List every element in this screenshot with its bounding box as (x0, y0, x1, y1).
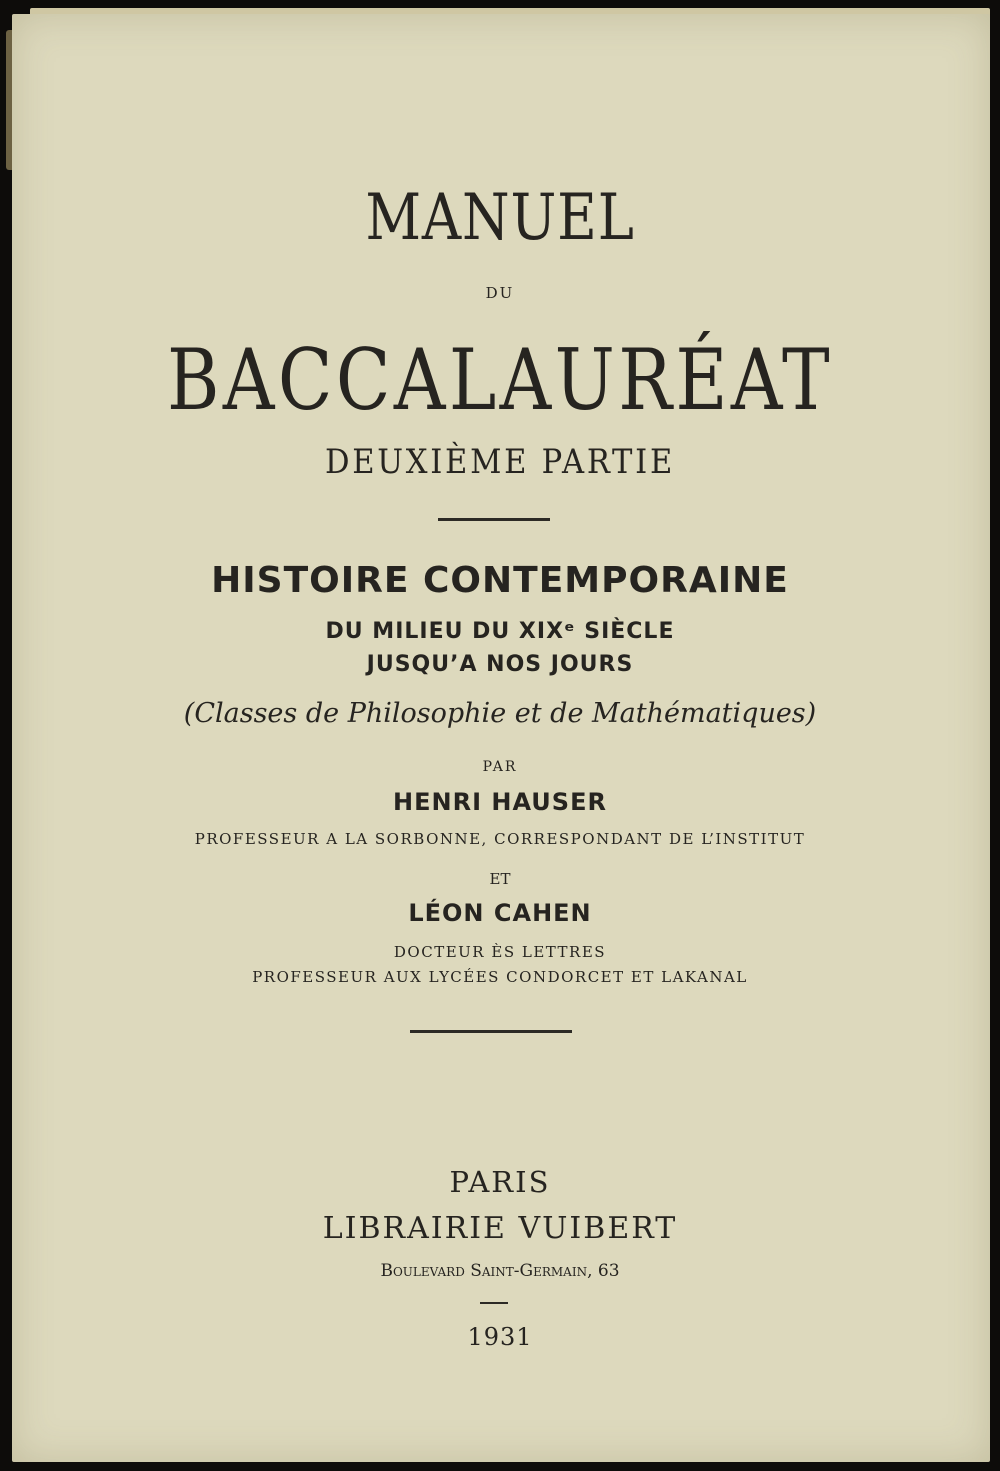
author2-title1: DOCTEUR ÈS LETTRES (393, 943, 607, 961)
subtitle-part: DEUXIÈME PARTIE (325, 442, 675, 482)
author2-name: LÉON CAHEN (408, 899, 592, 927)
title-baccalaureat: BACCALAURÉAT (167, 331, 833, 429)
divider-rule-3 (480, 1302, 508, 1304)
title-du: DU (485, 284, 515, 302)
subheading-line1: DU MILIEU DU XIXᵉ SIÈCLE (325, 619, 675, 644)
classes-note: (Classes de Philosophie et de Mathématiques) (183, 698, 817, 729)
divider-rule (438, 518, 550, 521)
publisher-city: PARIS (449, 1165, 551, 1199)
publication-year: 1931 (467, 1323, 533, 1351)
par-label: PAR (482, 759, 518, 775)
title-manuel: MANUEL (365, 181, 635, 255)
et-label: ET (489, 870, 511, 888)
divider-rule-2 (410, 1030, 572, 1033)
author1-title: PROFESSEUR A LA SORBONNE, CORRESPONDANT DE L’INSTITUT (194, 830, 806, 848)
subheading-line2: JUSQU’A NOS JOURS (366, 652, 634, 677)
heading-histoire: HISTOIRE CONTEMPORAINE (211, 560, 789, 601)
publisher-name: LIBRAIRIE VUIBERT (322, 1211, 678, 1246)
publisher-address: Boulevard Saint-Germain, 63 (380, 1261, 620, 1281)
author2-title2: PROFESSEUR AUX LYCÉES CONDORCET ET LAKANAL (252, 968, 748, 986)
author1-name: HENRI HAUSER (393, 788, 607, 816)
